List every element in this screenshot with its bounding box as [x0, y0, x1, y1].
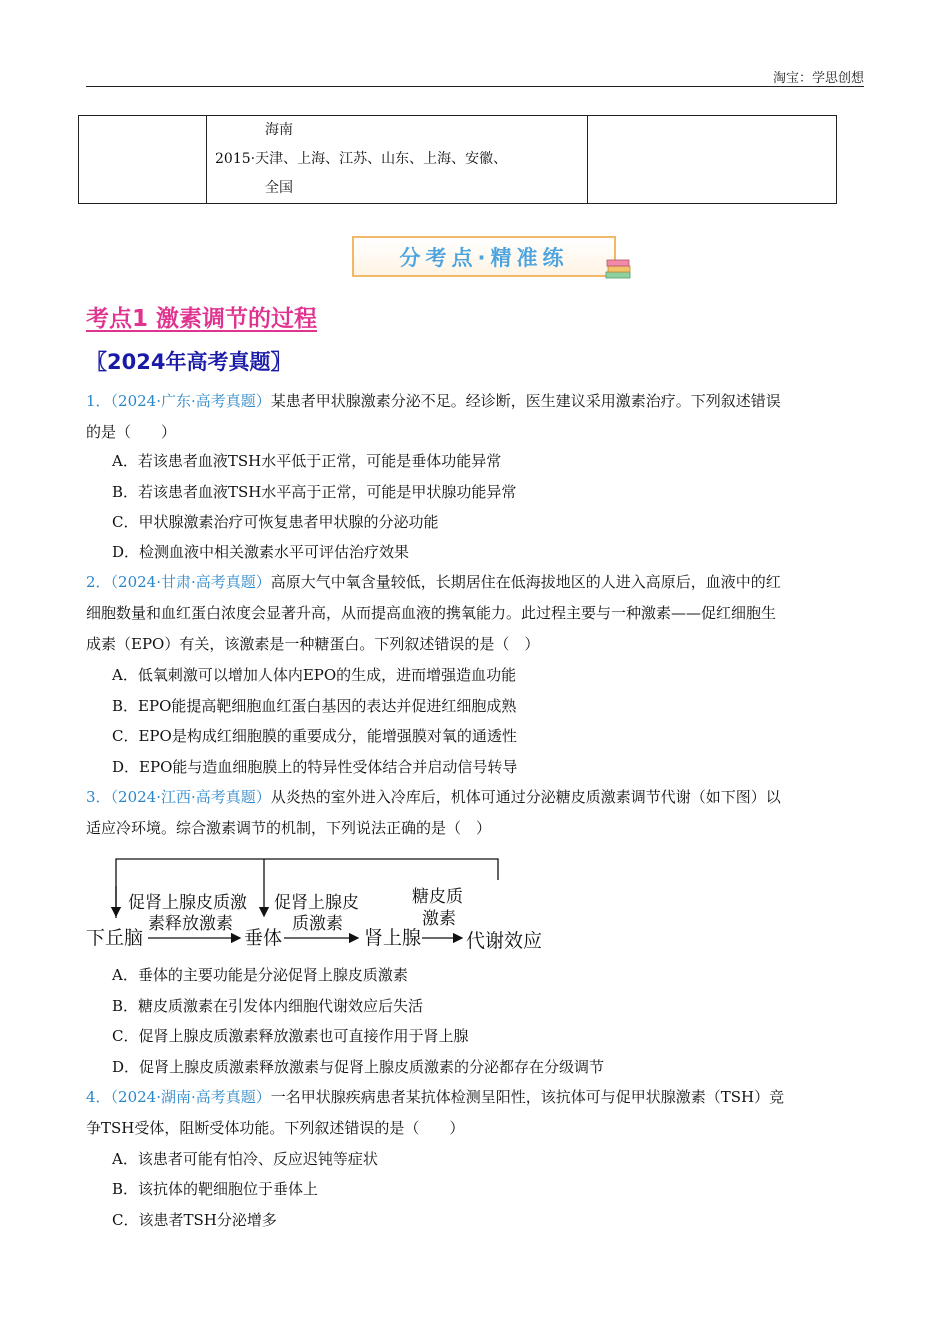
option-c: C．该患者TSH分泌增多 — [112, 1211, 277, 1229]
question-stem: 高原大气中氧含量较低，长期居住在低海拔地区的人进入高原后，血液中的红 — [270, 573, 781, 591]
table-row — [79, 116, 837, 204]
question-1 — [86, 386, 864, 448]
question-number: 3． — [86, 788, 111, 806]
table-line: 海南 — [265, 122, 293, 138]
label-gc-2: 激素 — [422, 909, 456, 929]
option-c: C．促肾上腺皮质激素释放激素也可直接作用于肾上腺 — [112, 1027, 469, 1045]
question-stem: 成素（EPO）有关，该激素是一种糖蛋白。下列叙述错误的是（ ） — [86, 635, 540, 653]
option-c: C．甲状腺激素治疗可恢复患者甲状腺的分泌功能 — [112, 513, 439, 531]
question-stem: 细胞数量和血红蛋白浓度会显著升高，从而提高血液的携氧能力。此过程主要与一种激素——促红细胞生 — [86, 604, 777, 622]
option-d: D．检测血液中相关激素水平可评估治疗效果 — [112, 543, 410, 561]
question-number: 4． — [86, 1088, 111, 1106]
question-stem: 某患者甲状腺激素分泌不足。经诊断，医生建议采用激素治疗。下列叙述错误 — [270, 392, 781, 410]
banner-label: 分考点·精准练 — [399, 245, 569, 270]
table-line: 2015·天津、上海、江苏、山东、上海、安徽、 — [215, 151, 508, 167]
question-stem: 从炎热的室外进入冷库后，机体可通过分泌糖皮质激素调节代谢（如下图）以 — [270, 788, 781, 806]
option-b: B．若该患者血液TSH水平高于正常，可能是甲状腺功能异常 — [112, 483, 517, 501]
header-rule — [86, 86, 864, 87]
hormone-flow-diagram — [86, 856, 556, 956]
question-source: （2024·广东·高考真题） — [110, 392, 271, 410]
option-b: B．EPO能提高靶细胞血红蛋白基因的表达并促进红细胞成熟 — [112, 697, 517, 715]
label-acth-1: 促肾上腺皮 — [274, 893, 359, 913]
question-stem: 的是（ ） — [86, 423, 177, 441]
question-2 — [86, 567, 864, 660]
question-stem: 一名甲状腺疾病患者某抗体检测呈阳性，该抗体可与促甲状腺激素（TSH）竞 — [270, 1088, 785, 1106]
option-a: A．该患者可能有怕冷、反应迟钝等症状 — [112, 1150, 378, 1168]
question-stem: 争TSH受体，阻断受体功能。下列叙述错误的是（ ） — [86, 1119, 465, 1137]
subheading: 〖2024年高考真题〗 — [86, 350, 292, 374]
option-b: B．该抗体的靶细胞位于垂体上 — [112, 1180, 319, 1198]
option-d: D．EPO能与造血细胞膜上的特异性受体结合并启动信号转导 — [112, 758, 518, 776]
question-number: 1． — [86, 392, 111, 410]
question-3 — [86, 782, 864, 844]
table-cell-empty — [79, 116, 207, 204]
label-crh-2: 素释放激素 — [148, 914, 233, 934]
books-icon — [604, 258, 634, 280]
option-a: A．低氧刺激可以增加人体内EPO的生成，进而增强造血功能 — [112, 666, 517, 684]
exam-table — [78, 115, 837, 204]
section-banner — [352, 236, 616, 277]
question-stem: 适应冷环境。综合激素调节的机制，下列说法正确的是（ ） — [86, 819, 492, 837]
section-title: 考点1 激素调节的过程 — [86, 306, 318, 332]
header-text: 淘宝：学思创想 — [772, 71, 864, 86]
label-crh-1: 促肾上腺皮质激 — [128, 893, 247, 913]
table-cell-empty — [588, 116, 837, 204]
option-d: D．促肾上腺皮质激素释放激素与促肾上腺皮质激素的分泌都存在分级调节 — [112, 1058, 605, 1076]
node-adrenal: 肾上腺 — [364, 927, 422, 949]
table-cell-years — [207, 116, 588, 204]
option-b: B．糖皮质激素在引发体内细胞代谢效应后失活 — [112, 997, 424, 1015]
question-4 — [86, 1082, 864, 1144]
label-acth-2: 质激素 — [292, 914, 343, 934]
option-a: A．若该患者血液TSH水平低于正常，可能是垂体功能异常 — [112, 452, 502, 470]
label-gc-1: 糖皮质 — [412, 887, 463, 907]
node-hypothalamus: 下丘脑 — [86, 927, 144, 949]
question-source: （2024·甘肃·高考真题） — [110, 573, 271, 591]
node-metabolic-effect: 代谢效应 — [466, 930, 543, 952]
question-number: 2． — [86, 573, 111, 591]
question-source: （2024·湖南·高考真题） — [110, 1088, 271, 1106]
node-pituitary: 垂体 — [244, 927, 283, 949]
option-a: A．垂体的主要功能是分泌促肾上腺皮质激素 — [112, 966, 408, 984]
option-c: C．EPO是构成红细胞膜的重要成分，能增强膜对氧的通透性 — [112, 727, 517, 745]
table-line: 全国 — [265, 180, 293, 196]
question-source: （2024·江西·高考真题） — [110, 788, 271, 806]
